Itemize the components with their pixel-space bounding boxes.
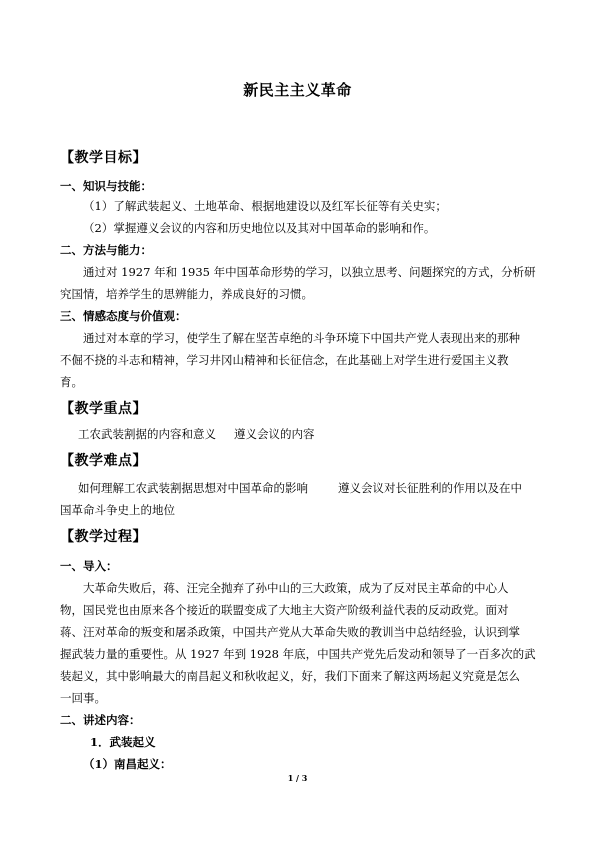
intro-line-1: 大革命失败后，蒋、汪完全抛弃了孙中山的三大政策，成为了反对民主革命的中心人	[83, 581, 509, 595]
difficulties-heading: 【教学难点】	[60, 453, 147, 469]
emotion-heading: 三、情感态度与价值观：	[60, 309, 187, 323]
difficulty-2: 遵义会议对长征胜利的作用以及在中	[338, 481, 522, 495]
key-points-heading: 【教学重点】	[60, 401, 147, 417]
content-sub-1-1: （1）南昌起义：	[83, 757, 172, 771]
knowledge-heading: 一、知识与技能：	[60, 179, 152, 193]
intro-line-5: 装起义，其中影响最大的南昌起义和秋收起义，好，我们下面来了解这两场起义究竟是怎么	[60, 669, 520, 683]
objectives-heading: 【教学目标】	[60, 150, 147, 166]
page-number: 1 / 3	[287, 773, 308, 783]
key-point-2: 遵义会议的内容	[234, 427, 315, 441]
intro-line-2: 物，国民党也由原来各个接近的联盟变成了大地主大资产阶级利益代表的反动政党。面对	[60, 603, 509, 617]
process-heading: 【教学过程】	[60, 529, 147, 545]
emotion-line-3: 育。	[60, 375, 83, 389]
key-point-1: 工农武装割据的内容和意义	[78, 427, 216, 441]
intro-line-4: 握武装力量的重要性。从 1927 年到 1928 年底，中国共产党先后发动和领导了一百多次的武	[60, 647, 536, 661]
intro-line-6: 一回事。	[60, 691, 106, 705]
intro-line-3: 蒋、汪对革命的叛变和屠杀政策，中国共产党从大革命失败的教训当中总结经验，认识到掌	[60, 625, 520, 639]
difficulty-line-1	[78, 480, 522, 496]
content-heading: 二、讲述内容：	[60, 713, 141, 727]
emotion-line-1: 通过对本章的学习，使学生了解在坚苦卓绝的斗争环境下中国共产党人表现出来的那种	[83, 331, 520, 345]
emotion-line-2: 不倔不挠的斗志和精神，学习井冈山精神和长征信念，在此基础上对学生进行爱国主义教	[60, 353, 509, 367]
difficulty-line-2: 国革命斗争史上的地位	[60, 503, 175, 517]
method-line-1: 通过对 1927 年和 1935 年中国革命形势的学习，以独立思考、问题探究的方式，分析研	[83, 265, 536, 279]
knowledge-item-1: （1）了解武装起义、土地革命、根据地建设以及红军长征等有关史实；	[83, 199, 447, 213]
method-line-2: 究国情，培养学生的思辨能力，养成良好的习惯。	[60, 287, 313, 301]
knowledge-item-2: （2）掌握遵义会议的内容和历史地位以及其对中国革命的影响和作。	[83, 221, 436, 235]
document-title: 新民主主义革命	[243, 81, 352, 99]
content-sub-1: 1．武装起义	[90, 735, 156, 749]
key-point-line	[78, 426, 315, 442]
method-heading: 二、方法与能力：	[60, 243, 152, 257]
intro-heading: 一、导入：	[60, 559, 118, 573]
difficulty-1: 如何理解工农武装割据思想对中国革命的影响	[78, 481, 308, 495]
